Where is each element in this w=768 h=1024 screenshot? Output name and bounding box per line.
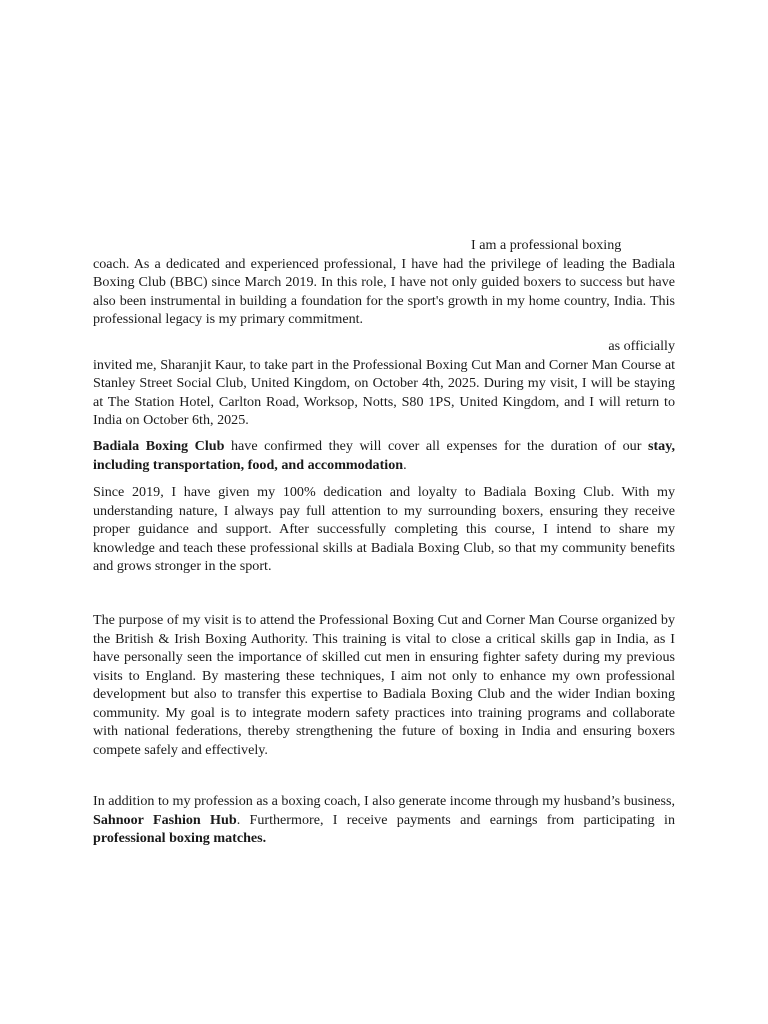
paragraph-lead-text: I am a professional boxing [471, 237, 622, 253]
paragraph-professional-intro [93, 236, 675, 329]
club-name-bold: Badiala Boxing Club [93, 438, 225, 454]
paragraph-end-text: . [403, 456, 407, 473]
paragraph-start-text: In addition to my profession as a boxing coach, I also generate income through my husband’s business, [93, 793, 675, 809]
paragraph-body-text: The purpose of my visit is to attend the Professional Boxing Cut and Corner Man Course organized by the British & Irish Boxing Authority. This training is vital to close a critical skills gap in India, as I have personally seen the importance of skilled cut men in ensuring fighter safety during my previous visits to England. By mastering these techniques, I aim not only to enhance my own professional development but also to transfer this expertise to Badiala Boxing Club and the wider Indian boxing community. My goal is to integrate modern safety practices into training programs and collaborate with national federations, thereby strengthening the future of boxing in India and ensuring boxers compete safely and effectively. [93, 612, 675, 758]
paragraph-middle-text: . Furthermore, I receive payments and earnings from participating in [236, 811, 675, 828]
paragraph-body-text: Since 2019, I have given my 100% dedication and loyalty to Badiala Boxing Club. With my understanding nature, I always pay full attention to my surrounding boxers, ensuring they receive proper guidance and support. After successfully completing this course, I intend to share my knowledge and teach these professional skills at Badiala Boxing Club, so that my community benefits and grows stronger in the sport. [93, 484, 675, 574]
paragraph-expenses [93, 437, 675, 474]
expenses-bold: stay, including transportation, food, and accommodation [93, 438, 675, 473]
paragraph-invitation [93, 337, 675, 430]
matches-bold: professional boxing matches. [93, 830, 267, 846]
paragraph-body-text: invited me, Sharanjit Kaur, to take part in the Professional Boxing Cut Man and Corner Man Course at Stanley Street Social Club, United Kingdom, on October 4th, 2025. During my visit, I will be staying at The Station Hotel, Carlton Road, Worksop, Notts, S80 1PS, United Kingdom, and I will return to India on October 6th, 2025. [93, 356, 675, 428]
paragraph-dedication [93, 483, 675, 576]
paragraph-body-text: coach. As a dedicated and experienced professional, I have had the privilege of leading the Badiala Boxing Club (BBC) since March 2019. In this role, I have not only guided boxers to success but have also been instrumental in building a foundation for the sport's growth in my home country, India. This professional legacy is my primary commitment. [93, 255, 675, 327]
paragraph-income [93, 792, 675, 848]
business-name-bold: Sahnoor Fashion Hub [93, 811, 237, 828]
paragraph-middle-text: have confirmed they will cover all expenses for the duration of our [224, 438, 648, 454]
paragraph-purpose [93, 611, 675, 759]
paragraph-lead-text: as officially [608, 338, 675, 354]
